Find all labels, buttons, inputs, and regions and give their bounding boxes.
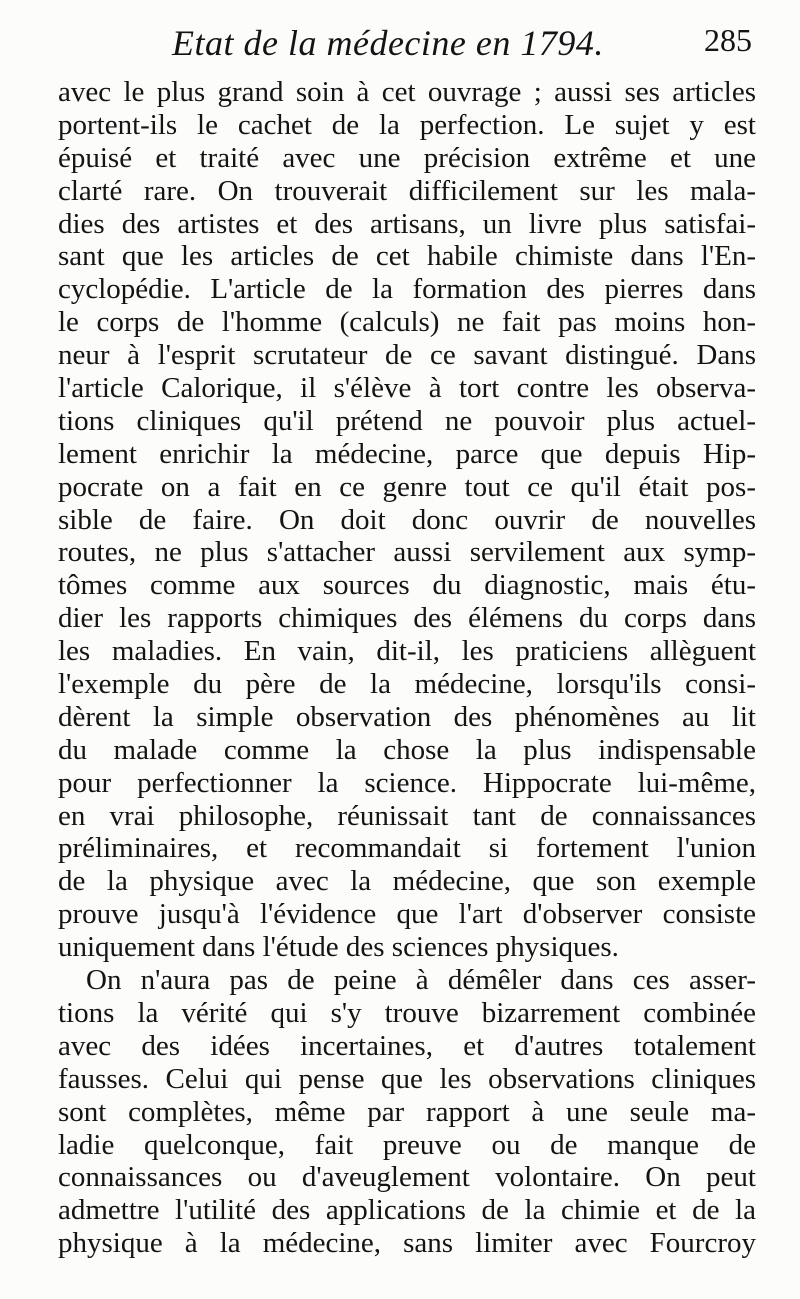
text-line: prouve jusqu'à l'évidence que l'art d'observer consiste bbox=[58, 898, 756, 931]
text-line: uniquement dans l'étude des sciences physiques. bbox=[58, 931, 619, 964]
paragraph-1 bbox=[58, 76, 756, 964]
body-text bbox=[58, 76, 756, 1260]
running-title: Etat de la médecine en 1794. bbox=[172, 23, 604, 63]
text-line: avec le plus grand soin à cet ouvrage ; aussi ses articles bbox=[58, 76, 756, 108]
text-line: du malade comme la chose la plus indispensable bbox=[58, 733, 756, 766]
text-line: en vrai philosophe, réunissait tant de connaissances bbox=[58, 799, 756, 832]
text-line: ladie quelconque, fait preuve ou de manque de bbox=[58, 1128, 756, 1161]
text-line: physique à la médecine, sans limiter avec Fourcroy bbox=[58, 1227, 756, 1260]
text-line: tômes comme aux sources du diagnostic, mais étu- bbox=[58, 569, 756, 602]
text-line: tions la vérité qui s'y trouve bizarrement combinée bbox=[58, 996, 756, 1029]
text-line: neur à l'esprit scrutateur de ce savant distingué. Dans bbox=[58, 339, 756, 372]
text-line: connaissances ou d'aveuglement volontaire. On peut bbox=[58, 1161, 756, 1194]
text-line: cyclopédie. L'article de la formation des pierres dans bbox=[58, 273, 756, 306]
text-line: tions cliniques qu'il prétend ne pouvoir plus actuel- bbox=[58, 404, 756, 437]
text-line: pocrate on a fait en ce genre tout ce qu'il était pos- bbox=[58, 470, 756, 503]
page-number: 285 bbox=[704, 22, 752, 58]
text-line: de la physique avec la médecine, que son exemple bbox=[58, 865, 756, 898]
text-line: l'article Calorique, il s'élève à tort contre les observa- bbox=[58, 372, 756, 405]
text-line: On n'aura pas de peine à démêler dans ces asser- bbox=[86, 964, 756, 997]
page-header bbox=[0, 22, 800, 70]
text-line: sont complètes, même par rapport à une seule ma- bbox=[58, 1095, 756, 1128]
text-line: épuisé et traité avec une précision extrême et une bbox=[58, 141, 756, 174]
text-line: sant que les articles de cet habile chimiste dans l'En- bbox=[58, 240, 756, 273]
text-line: admettre l'utilité des applications de la chimie et de la bbox=[58, 1194, 756, 1227]
text-line: routes, ne plus s'attacher aussi servilement aux symp- bbox=[58, 536, 756, 569]
text-line: les maladies. En vain, dit-il, les praticiens allèguent bbox=[58, 635, 756, 668]
text-line: dies des artistes et des artisans, un livre plus satisfai- bbox=[58, 207, 756, 240]
text-line: avec des idées incertaines, et d'autres totalement bbox=[58, 1029, 756, 1062]
text-line: dèrent la simple observation des phénomènes au lit bbox=[58, 700, 756, 733]
paragraph-2 bbox=[58, 964, 756, 1260]
text-line: lement enrichir la médecine, parce que depuis Hip- bbox=[58, 437, 756, 470]
text-line: l'exemple du père de la médecine, lorsqu'ils consi- bbox=[58, 668, 756, 701]
text-line: préliminaires, et recommandait si fortement l'union bbox=[58, 832, 756, 865]
text-line: dier les rapports chimiques des élémens du corps dans bbox=[58, 602, 756, 635]
text-line: le corps de l'homme (calculs) ne fait pas moins hon- bbox=[58, 306, 756, 339]
text-line: portent-ils le cachet de la perfection. Le sujet y est bbox=[58, 108, 756, 141]
text-line: clarté rare. On trouverait difficilement sur les mala- bbox=[58, 174, 756, 207]
text-line: fausses. Celui qui pense que les observations cliniques bbox=[58, 1062, 756, 1095]
text-line: pour perfectionner la science. Hippocrate lui-même, bbox=[58, 766, 756, 799]
text-line: sible de faire. On doit donc ouvrir de nouvelles bbox=[58, 503, 756, 536]
